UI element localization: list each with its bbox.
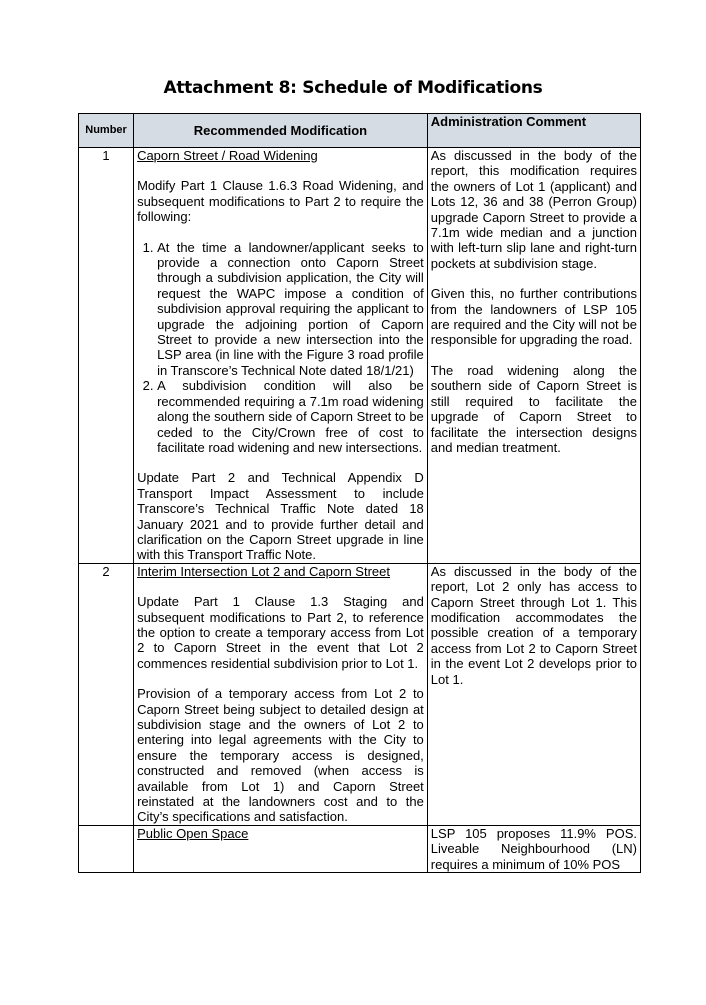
row-heading: Caporn Street / Road Widening: [137, 148, 318, 163]
modification-cell: [134, 563, 428, 825]
row-number: 2: [79, 563, 134, 825]
comment-cell: [427, 563, 640, 825]
schedule-table: [78, 113, 641, 873]
page-title: Attachment 8: Schedule of Modifications: [163, 78, 543, 98]
row-heading: Interim Intersection Lot 2 and Caporn Street: [137, 563, 390, 579]
comment-paragraph: Given this, no further contributions from the landowners of LSP 105 are required and the City will not be responsible for upgrading the road.: [430, 286, 637, 348]
modification-cell: [134, 825, 428, 872]
table-header-row: [79, 114, 641, 148]
header-number: Number: [79, 114, 134, 148]
table-row: [79, 563, 641, 825]
comment-cell: [427, 148, 640, 564]
comment-paragraph: As discussed in the body of the report, Lot 2 only has access to Caporn Street through Lot 1. This modification accommodates the possible creation of a temporary access from Lot 2 to Caporn Street in the event Lot 2 develops prior to Lot 1.: [430, 563, 637, 687]
comment-cell: [427, 825, 640, 872]
row-paragraph: Update Part 1 Clause 1.3 Staging and subsequent modifications to Part 2, to reference the option to create a temporary access from Lot 2 to Caporn Street in the event that Lot 2 commences residential subdivision prior to Lot 1.: [137, 594, 424, 671]
header-modification: Recommended Modification: [134, 114, 428, 148]
list-item: 2. A subdivision condition will also be recommended requiring a 7.1m road widening along the southern side of Caporn Street to be ceded to the City/Crown free of cost to facilitate road widening and new intersections.: [157, 378, 424, 455]
list-item: 1. At the time a landowner/applicant seeks to provide a connection onto Caporn Street through a subdivision application, the City will request the WAPC impose a condition of subdivision approval requiring the applicant to upgrade the adjoining portion of Caporn Street to provide a new intersection into the LSP area (in line with the Figure 3 road profile in Transcore’s Technical Note dated 18/1/21): [157, 240, 424, 379]
comment-paragraph: As discussed in the body of the report, this modification requires the owners of Lot 1 (applicant) and Lots 12, 36 and 38 (Perron Group) upgrade Caporn Street to provide a 7.1m wide median and a junction with left-turn slip lane and right-turn pockets at subdivision stage.: [430, 148, 637, 271]
row-outro: Update Part 2 and Technical Appendix D Transport Impact Assessment to include Transcore’s Technical Traffic Note dated 18 January 2021 and to provide further detail and clarification on the Caporn Street upgrade in line with this Transport Traffic Note.: [137, 470, 424, 563]
row-paragraph: Provision of a temporary access from Lot 2 to Caporn Street being subject to detailed design at subdivision stage and the owners of Lot 2 to entering into legal agreements with the City to ensure the temporary access is designed, constructed and removed (when access is available from Lot 1) and Caporn Street reinstated at the landowners cost and to the City’s specifications and satisfaction.: [137, 686, 424, 825]
comment-paragraph: LSP 105 proposes 11.9% POS. Liveable Neighbourhood (LN) requires a minimum of 10% POS: [430, 825, 637, 872]
row-number: [79, 825, 134, 872]
condition-list: [137, 240, 424, 456]
row-number: 1: [79, 148, 134, 564]
comment-paragraph: The road widening along the southern side of Caporn Street is still required to facilitate the upgrade of Caporn Street to facilitate the intersection designs and median treatment.: [430, 362, 637, 455]
table-row: [79, 148, 641, 564]
row-intro: Modify Part 1 Clause 1.6.3 Road Widening, and subsequent modifications to Part 2 to require the following:: [137, 178, 424, 225]
modification-cell: [134, 148, 428, 564]
row-heading: Public Open Space: [137, 825, 249, 841]
table-row: [79, 825, 641, 872]
header-comment: Administration Comment: [427, 114, 640, 148]
